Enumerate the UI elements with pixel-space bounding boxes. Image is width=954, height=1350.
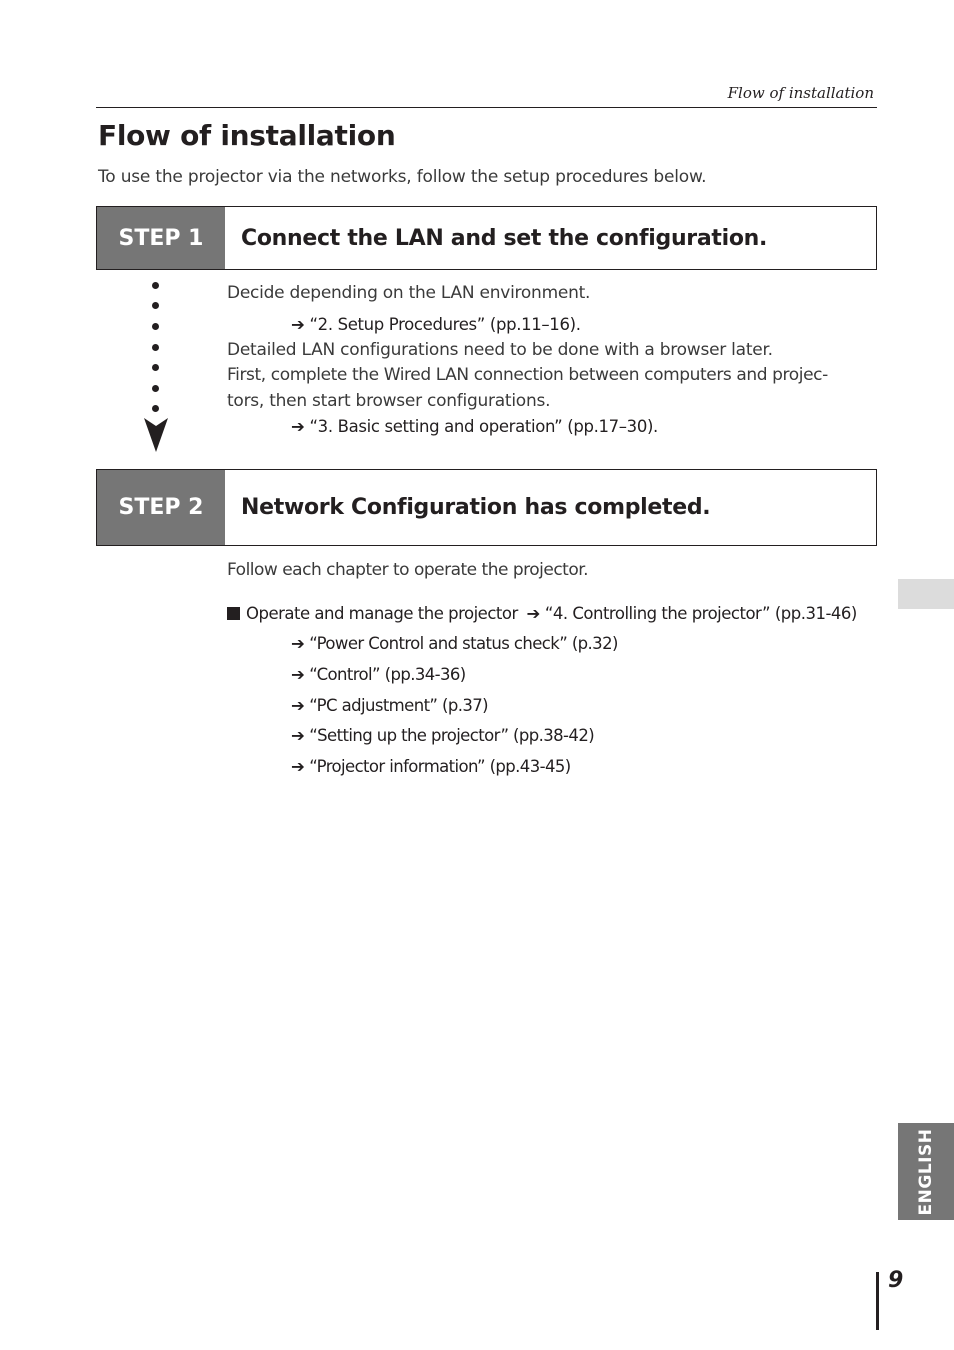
step-1-box <box>96 206 877 270</box>
flow-dot <box>152 302 159 309</box>
step-1-line: First, complete the Wired LAN connection between computers and projec- <box>227 365 828 385</box>
step-2-reference[interactable] <box>291 665 466 684</box>
reference-text: “Projector information” (pp.43-45) <box>309 757 571 776</box>
step-1-line: Decide depending on the LAN environment. <box>227 283 591 303</box>
step-2-reference[interactable] <box>291 726 594 745</box>
arrow-right-icon: ➔ <box>291 696 305 715</box>
flow-arrow-down-icon <box>144 418 168 452</box>
bullet-text: Operate and manage the projector <box>246 604 518 623</box>
step-2-reference[interactable] <box>291 757 571 776</box>
step-1-title: Connect the LAN and set the configuration. <box>241 225 768 251</box>
step-2-tag: STEP 2 <box>97 470 225 545</box>
section-thumb-tab <box>898 579 954 609</box>
step-1-line: tors, then start browser configurations. <box>227 391 551 411</box>
page-title: Flow of installation <box>98 119 396 152</box>
arrow-right-icon: ➔ <box>291 757 305 776</box>
reference-text: “2. Setup Procedures” (pp.11–16). <box>309 315 581 334</box>
language-label: ENGLISH <box>916 1128 936 1215</box>
step-1-tag: STEP 1 <box>97 207 225 269</box>
flow-dot <box>152 344 159 351</box>
language-tab <box>898 1123 954 1220</box>
reference-text: “PC adjustment” (p.37) <box>309 696 489 715</box>
flow-dot <box>152 323 159 330</box>
reference-text: “3. Basic setting and operation” (pp.17–30). <box>309 417 658 436</box>
arrow-right-icon: ➔ <box>291 315 305 334</box>
flow-dot <box>152 405 159 412</box>
arrow-right-icon: ➔ <box>291 417 305 436</box>
bullet-target-link[interactable]: “4. Controlling the projector” (pp.31-46) <box>544 604 857 623</box>
reference-text: “Power Control and status check” (p.32) <box>309 634 618 653</box>
reference-text: “Setting up the projector” (pp.38-42) <box>309 726 595 745</box>
page-number-rule <box>876 1272 879 1330</box>
flow-dot <box>152 364 159 371</box>
square-bullet-icon <box>227 607 240 620</box>
arrow-right-icon: ➔ <box>291 634 305 653</box>
step-2-title: Network Configuration has completed. <box>241 495 711 520</box>
step-2-reference[interactable] <box>291 696 488 715</box>
step-1-reference[interactable] <box>291 315 581 334</box>
step-2-line: Follow each chapter to operate the projector. <box>227 560 589 580</box>
step-1-line: Detailed LAN configurations need to be done with a browser later. <box>227 340 773 360</box>
arrow-right-icon: ➔ <box>291 665 305 684</box>
arrow-right-icon: ➔ <box>291 726 305 745</box>
flow-dot <box>152 385 159 392</box>
step-2-box <box>96 469 877 546</box>
step-1-reference[interactable] <box>291 417 658 436</box>
step-2-reference[interactable] <box>291 634 618 653</box>
reference-text: “Control” (pp.34-36) <box>309 665 466 684</box>
intro-text: To use the projector via the networks, follow the setup procedures below. <box>98 167 707 187</box>
page-number: 9 <box>888 1268 904 1293</box>
arrow-right-icon: ➔ <box>526 604 540 623</box>
step-2-bullet <box>227 604 857 623</box>
header-rule <box>96 107 877 108</box>
running-header: Flow of installation <box>727 84 874 102</box>
flow-dot <box>152 282 159 289</box>
